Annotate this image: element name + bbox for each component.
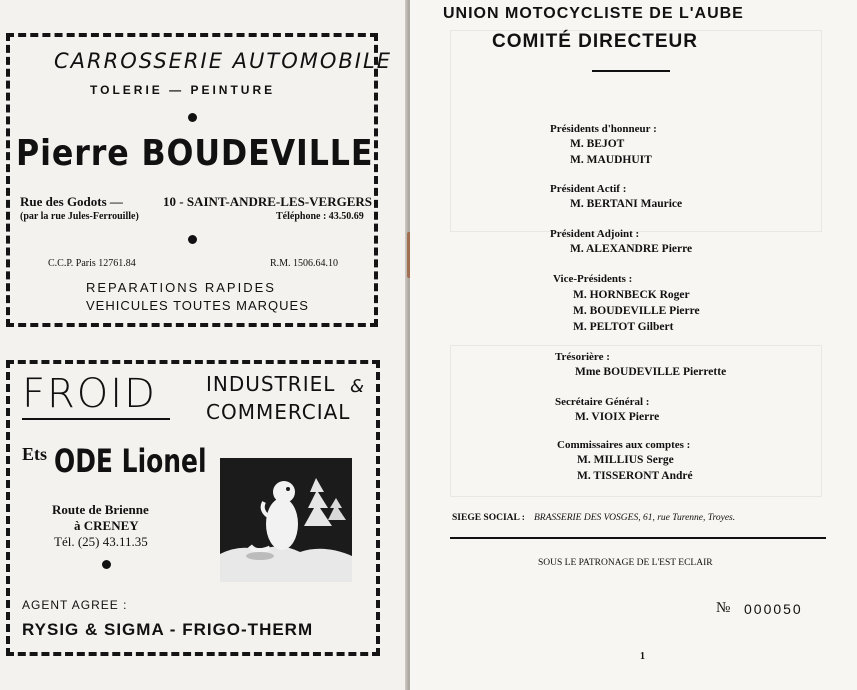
member-name: M. ALEXANDRE Pierre xyxy=(570,243,693,255)
froid-underline xyxy=(22,418,170,420)
ampersand: & xyxy=(350,376,367,397)
right-page xyxy=(410,0,857,690)
ad-address-number: 10 - SAINT-ANDRE-LES-VERGERS xyxy=(163,194,373,209)
business-owner-name: Pierre BOUDEVILLE xyxy=(16,133,374,174)
bullet-dot xyxy=(102,560,111,569)
page-number: 1 xyxy=(640,651,645,662)
organization-title: UNION MOTOCYCLISTE DE L'AUBE xyxy=(443,5,744,22)
ad-ccp: C.C.P. Paris 12761.84 xyxy=(48,258,136,269)
patronage-text: SOUS LE PATRONAGE DE L'EST ECLAIR xyxy=(538,558,713,568)
froid-word: FROID xyxy=(22,371,157,417)
ad-phone: Téléphone : 43.50.69 xyxy=(276,211,364,222)
role-label: Vice-Présidents : xyxy=(553,273,633,285)
left-page xyxy=(0,0,408,690)
ad-rm: R.M. 1506.64.10 xyxy=(270,258,339,269)
carrosserie-advertisement xyxy=(6,33,392,327)
ad-subheading: TOLERIE — PEINTURE xyxy=(90,83,276,97)
role-label: Secrétaire Général : xyxy=(555,396,650,408)
number-label: № xyxy=(716,600,731,616)
industriel-word: INDUSTRIEL xyxy=(206,372,336,396)
committee-title: COMITÉ DIRECTEUR xyxy=(492,31,698,52)
member-name: M. BERTANI Maurice xyxy=(570,198,683,210)
brand-names: RYSIG & SIGMA - FRIGO-THERM xyxy=(22,620,314,639)
agent-label: AGENT AGREE : xyxy=(22,598,128,612)
member-name: M. HORNBECK Roger xyxy=(573,289,690,301)
role-label: Commissaires aux comptes : xyxy=(557,439,691,451)
ets-prefix: Ets xyxy=(22,444,48,464)
member-name: Mme BOUDEVILLE Pierrette xyxy=(575,366,727,378)
company-name: ODE Lionel xyxy=(54,442,207,480)
ad-service-line1: REPARATIONS RAPIDES xyxy=(86,280,276,295)
bullet-dot xyxy=(188,113,197,122)
ad-address-note: (par la rue Jules-Ferrouille) xyxy=(20,211,139,222)
ad-heading: CARROSSERIE AUTOMOBILE xyxy=(54,49,392,73)
froid-address-line1: Route de Brienne xyxy=(52,502,149,517)
role-label: Président Adjoint : xyxy=(550,228,640,240)
siege-label: SIEGE SOCIAL : xyxy=(452,513,525,523)
role-label: Président Actif : xyxy=(550,183,627,195)
ad-service-line2: VEHICULES TOUTES MARQUES xyxy=(86,298,309,313)
bullet-dot xyxy=(188,235,197,244)
froid-phone: Tél. (25) 43.11.35 xyxy=(54,534,148,549)
member-name: M. PELTOT Gilbert xyxy=(573,321,674,333)
siege-value: BRASSERIE DES VOSGES, 61, rue Turenne, Troyes. xyxy=(534,513,736,523)
commercial-word: COMMERCIAL xyxy=(206,400,351,424)
separator-line xyxy=(450,537,826,539)
marmot-illustration xyxy=(220,458,352,582)
role-label: Présidents d'honneur : xyxy=(550,123,657,135)
froid-advertisement xyxy=(6,360,380,656)
member-name: M. VIOIX Pierre xyxy=(575,411,660,423)
froid-address-line2: à CRENEY xyxy=(74,518,139,533)
ad-address: Rue des Godots — xyxy=(20,194,123,209)
title-underline xyxy=(592,70,670,72)
member-name: M. BOUDEVILLE Pierre xyxy=(573,305,700,317)
member-name: M. BEJOT xyxy=(570,138,625,150)
member-name: M. MAUDHUIT xyxy=(570,154,652,166)
member-name: M. TISSERONT André xyxy=(577,470,693,482)
marmot-icon xyxy=(220,458,352,582)
number-value: 000050 xyxy=(744,601,803,617)
role-label: Trésorière : xyxy=(555,351,610,363)
member-name: M. MILLIUS Serge xyxy=(577,454,674,466)
